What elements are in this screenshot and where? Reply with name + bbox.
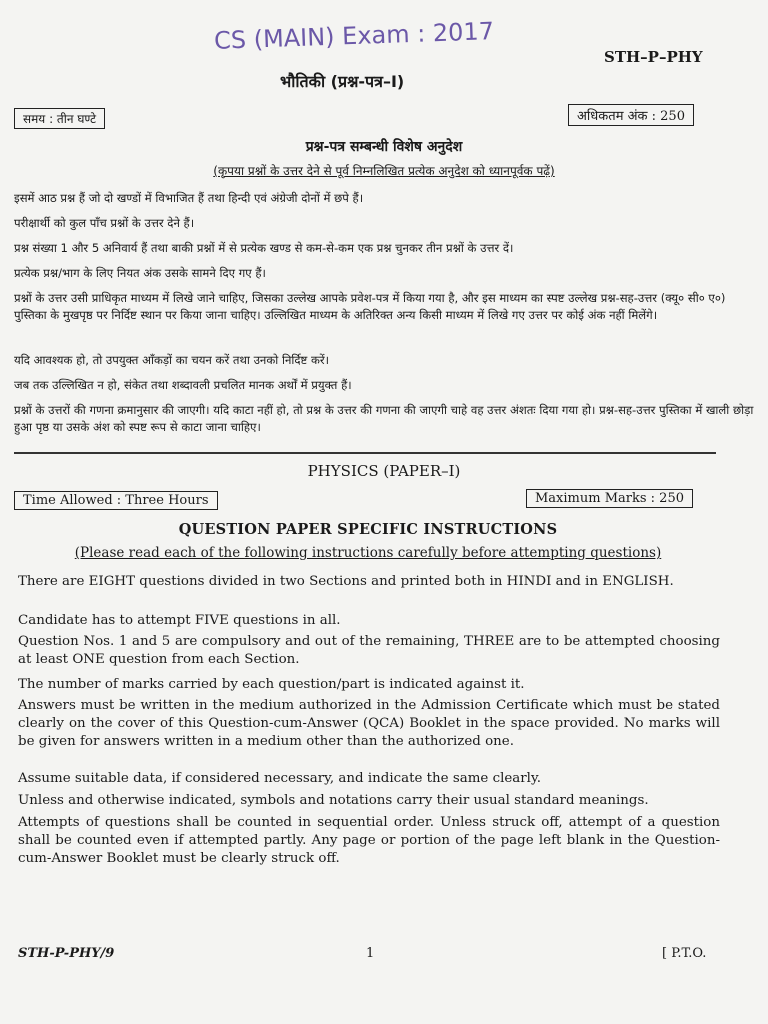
page-number: 1: [366, 946, 375, 961]
hindi-time-box: समय : तीन घण्टे: [14, 108, 105, 129]
hindi-para-8: प्रश्नों के उत्तरों की गणना क्रमानुसार की जाएगी। यदि काटा नहीं हो, तो प्रश्न के उत्तर की गणना की जाएगी चाहे वह उत्तर अंशतः दिया गया हो। प्रश्न-सह-उत्तर पुस्तिका में खाली छोड़ा हुआ पृष्ठ या उसके अंश को स्पष्ट रूप से काटा जाना चाहिए।: [14, 403, 754, 434]
hindi-para-6: यदि आवश्यक हो, तो उपयुक्त आँकड़ों का चयन करें तथा उनको निर्दिष्ट करें।: [14, 353, 330, 367]
english-para-1: There are EIGHT questions divided in two Sections and printed both in HINDI and in ENGLISH.: [18, 574, 674, 589]
hindi-para-5: प्रश्नों के उत्तर उसी प्राधिकृत माध्यम में लिखे जाने चाहिए, जिसका उल्लेख आपके प्रवेश-पत्र में किया गया है, और इस माध्यम का स्पष्ट उल्लेख प्रश्न-सह-उत्तर (क्यू० सी० ए०) पुस्तिका के मुखपृष्ठ पर निर्दिष्ट स्थान पर किया जाना चाहिए। उल्लिखित माध्यम के अतिरिक्त अन्य किसी माध्यम में लिखे गए उत्तर पर कोई अंक नहीं मिलेंगे।: [14, 291, 726, 322]
hindi-instructions-heading: प्रश्न-पत्र सम्बन्धी विशेष अनुदेश: [305, 139, 463, 155]
english-para-4: The number of marks carried by each question/part is indicated against it.: [18, 677, 525, 692]
english-para-8: Attempts of questions shall be counted in sequential order. Unless struck off, attempt of a question shall be counted even if attempted partly. Any page or portion of the page left blank in the Question-cum-Answer Booklet must be clearly struck off.: [18, 815, 720, 866]
hindi-para-3: प्रश्न संख्या 1 और 5 अनिवार्य हैं तथा बाकी प्रश्नों में से प्रत्येक खण्ड से कम-से-कम एक प्रश्न चुनकर तीन प्रश्नों के उत्तर दें।: [14, 241, 514, 255]
footer-paper-code: STH-P-PHY/9: [18, 946, 115, 961]
english-para-5: Answers must be written in the medium authorized in the Admission Certificate which must be stated clearly on the cover of this Question-cum-Answer (QCA) Booklet in the space provided. No marks will be given for answers written in a medium other than the authorized one.: [18, 698, 720, 749]
english-instructions-heading: QUESTION PAPER SPECIFIC INSTRUCTIONS: [178, 521, 558, 538]
hindi-para-2: परीक्षार्थी को कुल पाँच प्रश्नों के उत्तर देने हैं।: [14, 216, 195, 230]
english-instructions-subheading: (Please read each of the following instructions carefully before attempting questions): [74, 545, 662, 561]
section-divider: [14, 452, 716, 454]
hindi-marks-box: अधिकतम अंक : 250: [568, 104, 694, 126]
exam-stamp: CS (MAIN) Exam : 2017: [213, 17, 495, 55]
english-subject-title: PHYSICS (PAPER–I): [307, 462, 461, 480]
hindi-subject-title: भौतिकी (प्रश्न-पत्र–I): [280, 72, 405, 91]
time-allowed-box: Time Allowed : Three Hours: [14, 491, 218, 510]
pto-label: [ P.T.O.: [662, 946, 707, 961]
hindi-para-4: प्रत्येक प्रश्न/भाग के लिए नियत अंक उसके सामने दिए गए हैं।: [14, 266, 266, 280]
maximum-marks-box: Maximum Marks : 250: [526, 489, 693, 508]
hindi-instructions-subheading: (कृपया प्रश्नों के उत्तर देने से पूर्व निम्नलिखित प्रत्येक अनुदेश को ध्यानपूर्वक पढ़ें): [213, 164, 555, 178]
english-para-7: Unless and otherwise indicated, symbols and notations carry their usual standard meanings.: [18, 793, 649, 808]
hindi-para-7: जब तक उल्लिखित न हो, संकेत तथा शब्दावली प्रचलित मानक अर्थों में प्रयुक्त हैं।: [14, 378, 352, 392]
hindi-para-1: इसमें आठ प्रश्न हैं जो दो खण्डों में विभाजित हैं तथा हिन्दी एवं अंग्रेजी दोनों में छपे हैं।: [14, 191, 364, 205]
english-para-2: Candidate has to attempt FIVE questions in all.: [18, 613, 341, 628]
english-para-3: Question Nos. 1 and 5 are compulsory and out of the remaining, THREE are to be attempted choosing at least ONE question from each Section.: [18, 634, 720, 667]
paper-code: STH–P–PHY: [604, 48, 703, 66]
english-para-6: Assume suitable data, if considered necessary, and indicate the same clearly.: [18, 771, 541, 786]
